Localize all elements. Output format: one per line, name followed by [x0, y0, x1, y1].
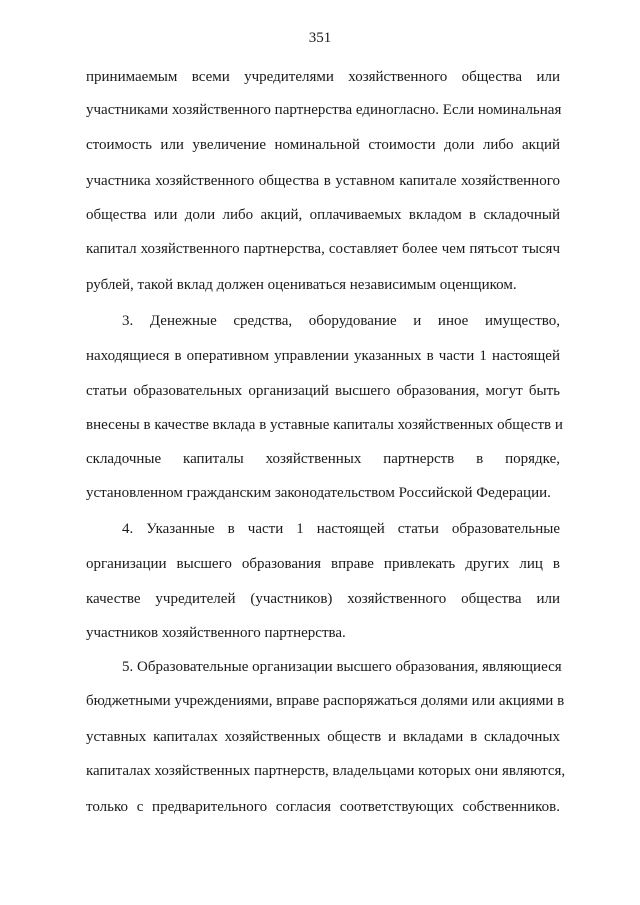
text-line: организации высшего образования вправе привлекать других лиц в: [86, 556, 560, 572]
text-line: участниками хозяйственного партнерства единогласно. Если номинальная: [86, 102, 562, 118]
text-line: участников хозяйственного партнерства.: [86, 625, 346, 641]
text-line: статьи образовательных организаций высшего образования, могут быть: [86, 383, 560, 399]
text-line: стоимость или увеличение номинальной стоимости доли либо акций: [86, 137, 560, 153]
text-line: принимаемым всеми учредителями хозяйственного общества или: [86, 69, 560, 85]
text-line: капитал хозяйственного партнерства, составляет более чем пятьсот тысяч: [86, 241, 560, 257]
text-line: капиталах хозяйственных партнерств, владельцами которых они являются,: [86, 763, 566, 779]
page-number: 351: [308, 30, 332, 46]
text-line: участника хозяйственного общества в уставном капитале хозяйственного: [86, 173, 560, 189]
text-line: только с предварительного согласия соответствующих собственников.: [86, 799, 560, 815]
text-line: качестве учредителей (участников) хозяйственного общества или: [86, 591, 560, 607]
text-line: внесены в качестве вклада в уставные капиталы хозяйственных обществ и: [86, 417, 563, 433]
text-line: уставных капиталах хозяйственных обществ и вкладами в складочных: [86, 729, 560, 745]
text-line: установленном гражданским законодательством Российской Федерации.: [86, 485, 551, 501]
text-line: 3. Денежные средства, оборудование и иное имущество,: [122, 313, 560, 329]
text-line: находящиеся в оперативном управлении указанных в части 1 настоящей: [86, 348, 560, 364]
text-line: складочные капиталы хозяйственных партнерств в порядке,: [86, 451, 560, 467]
text-line: общества или доли либо акций, оплачиваемых вкладом в складочный: [86, 207, 560, 223]
text-line: рублей, такой вклад должен оцениваться независимым оценщиком.: [86, 277, 517, 293]
text-line: бюджетными учреждениями, вправе распоряжаться долями или акциями в: [86, 693, 565, 709]
text-line: 5. Образовательные организации высшего образования, являющиеся: [122, 659, 562, 675]
text-line: 4. Указанные в части 1 настоящей статьи образовательные: [122, 521, 560, 537]
